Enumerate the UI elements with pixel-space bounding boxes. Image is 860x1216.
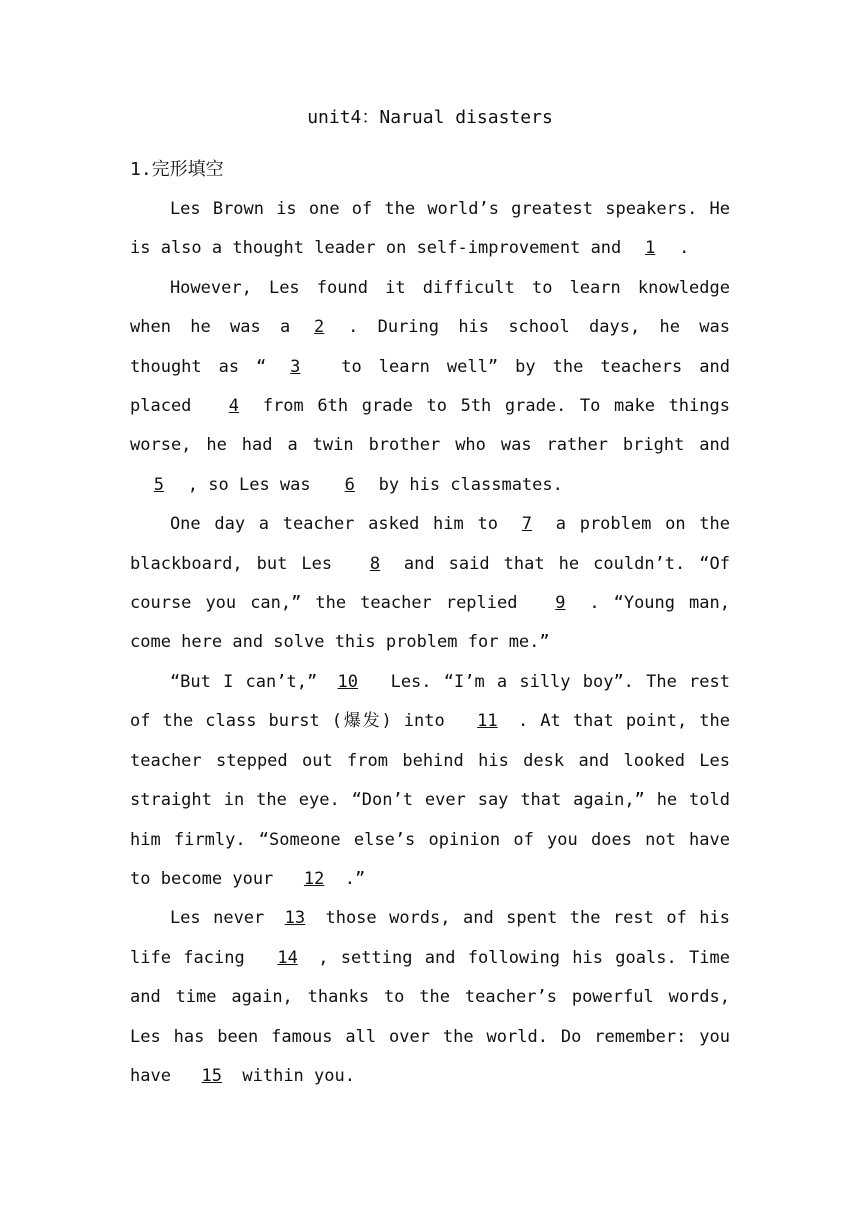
text-run: , so Les was — [187, 474, 321, 495]
blank-10: 10 — [337, 671, 359, 692]
section-heading: 1.完形填空 — [130, 159, 224, 180]
blank-14: 14 — [277, 947, 298, 968]
blank-2: 2 — [314, 317, 325, 338]
text-run: Les. “I’m a silly boy”. The rest of the class burst (爆发) into — [130, 671, 730, 732]
blank-9: 9 — [555, 593, 566, 614]
passage-body — [130, 190, 730, 1096]
document-title: unit4：Narual disasters — [307, 107, 553, 128]
blank-3: 3 — [290, 356, 301, 377]
paragraph — [130, 505, 730, 663]
text-run: .” — [344, 868, 366, 889]
text-run: Les never — [169, 908, 265, 929]
text-run: . During his school days, he was thought as “ — [130, 317, 730, 377]
text-run: One day a teacher asked him to — [169, 514, 498, 535]
blank-8: 8 — [369, 553, 381, 574]
blank-1: 1 — [645, 238, 656, 259]
paragraph — [130, 899, 730, 1096]
text-run: However, Les found it difficult to learn knowledge when he was a — [130, 277, 730, 338]
blank-15: 15 — [201, 1065, 223, 1086]
paragraph — [130, 269, 730, 505]
text-run: , setting and following his goals. Time and time again, thanks to the teacher’s powerful words, Les has been famous all over the world. Do remember: you have — [130, 947, 730, 1086]
text-run: from 6th grade to 5th grade. To make things worse, he had a twin brother who was rather bright and — [130, 396, 730, 456]
text-run: . “Young man, come here and solve this problem for me.” — [130, 593, 730, 653]
blank-7: 7 — [521, 514, 532, 535]
blank-13: 13 — [284, 908, 306, 929]
blank-4: 4 — [228, 396, 240, 417]
blank-11: 11 — [477, 711, 498, 732]
paragraph — [130, 663, 730, 899]
text-run: “But I can’t,” — [169, 671, 318, 692]
blank-6: 6 — [344, 474, 355, 495]
text-run: . — [679, 238, 690, 259]
blank-12: 12 — [303, 868, 325, 889]
text-run: within you. — [242, 1065, 355, 1086]
paragraph — [130, 190, 730, 269]
text-run: Les Brown is one of the world’s greatest speakers. He is also a thought leader on self-improvement and — [130, 199, 730, 259]
blank-5: 5 — [153, 474, 165, 495]
text-run: a problem on the blackboard, but Les — [130, 514, 730, 574]
text-run: those words, and spent the rest of his life facing — [130, 908, 730, 968]
text-run: and said that he couldn’t. “Of course you can,” the teacher replied — [130, 553, 731, 614]
text-run: to learn well” by the teachers and placed — [130, 356, 730, 417]
text-run: by his classmates. — [378, 474, 563, 495]
text-run: . At that point, the teacher stepped out from behind his desk and looked Les straight in the eye. “Don’t ever say that again,” he told him firmly. “Someone else’s opinion of you does not have to become your — [130, 711, 730, 889]
